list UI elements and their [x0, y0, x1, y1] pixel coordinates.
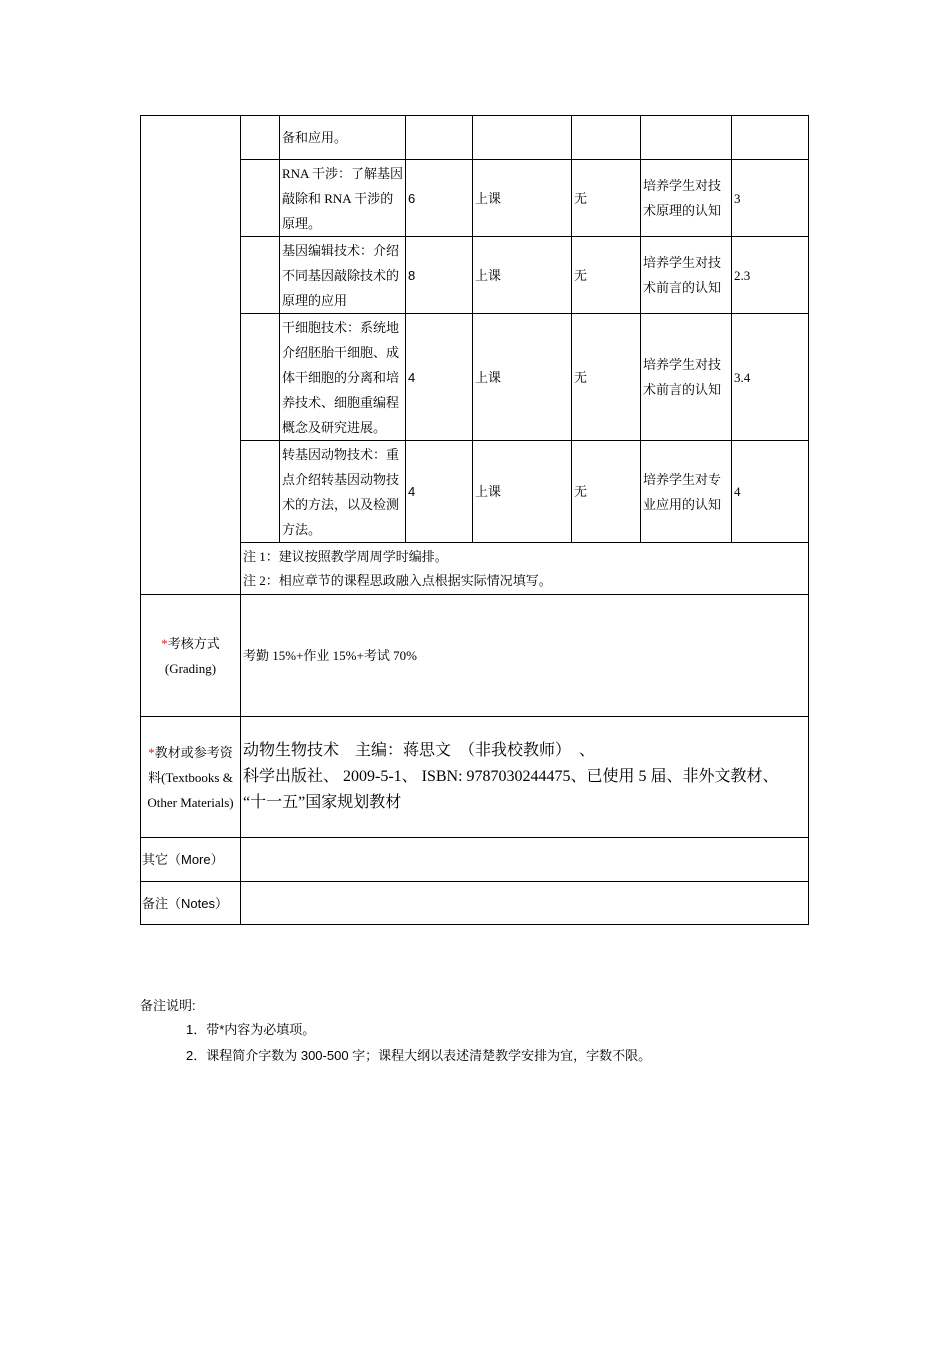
hours-cell: 4	[406, 441, 473, 543]
ideology-cell: 培养学生对技术原理的认知	[641, 160, 732, 237]
more-value-cell	[241, 838, 809, 882]
footer-notes-heading: 备注说明:	[140, 998, 196, 1013]
objective-cell: 4	[732, 441, 809, 543]
notes-value-cell	[241, 882, 809, 925]
grading-value-cell	[241, 595, 809, 717]
topic-cell: 干细胞技术：系统地介绍胚胎干细胞、成体干细胞的分离和培养技术、细胞重编程概念及研究进展。	[280, 314, 406, 441]
textbook-line-3: “十一五”国家规划教材	[243, 794, 402, 811]
objective-cell: 2.3	[732, 237, 809, 314]
table-row	[141, 441, 809, 543]
practice-cell: 无	[572, 314, 641, 441]
table-row	[141, 116, 809, 160]
objective-cell: 3.4	[732, 314, 809, 441]
hours-cell: 4	[406, 314, 473, 441]
grading-label: 考核方式	[167, 635, 220, 651]
topic-cell: 转基因动物技术：重点介绍转基因动物技术的方法，以及检测方法。	[280, 441, 406, 543]
table-row	[141, 160, 809, 237]
textbooks-value-cell	[241, 717, 809, 838]
blank-cell	[241, 237, 280, 314]
table-notes-row	[141, 543, 809, 595]
notes-label: 备注（Notes）	[142, 895, 228, 911]
ideology-cell: 培养学生对技术前言的认知	[641, 237, 732, 314]
practice-cell	[572, 116, 641, 160]
grading-value: 考勤 15%+作业 15%+考试 70%	[243, 648, 417, 663]
notes-row	[141, 882, 809, 925]
required-star: *	[161, 635, 168, 651]
footer-notes	[140, 995, 651, 1069]
table-row	[141, 314, 809, 441]
hours-cell: 8	[406, 237, 473, 314]
objective-cell	[732, 116, 809, 160]
course-table	[140, 115, 809, 925]
textbooks-label: 教材或参考资料	[148, 744, 233, 785]
table-notes-cell	[241, 543, 809, 595]
method-cell: 上课	[473, 237, 572, 314]
grading-label-cell	[141, 595, 241, 717]
topic-cell: RNA 干涉：了解基因敲除和 RNA 干涉的原理。	[280, 160, 406, 237]
grading-label-en: (Grading)	[164, 660, 217, 676]
required-star: *	[148, 744, 155, 760]
blank-cell	[241, 441, 280, 543]
more-label: 其它（More）	[142, 852, 224, 867]
textbook-line-1: 动物生物技术 主编：蒋思文 （非我校教师） 、	[243, 742, 596, 759]
practice-cell: 无	[572, 441, 641, 543]
textbook-line-2: 科学出版社、 2009-5-1、 ISBN: 9787030244475、已使用 5 届、非外文教材、	[243, 768, 779, 785]
hours-cell: 6	[406, 160, 473, 237]
textbooks-row	[141, 717, 809, 838]
hours-cell	[406, 116, 473, 160]
method-cell: 上课	[473, 160, 572, 237]
method-cell: 上课	[473, 314, 572, 441]
note1-text: 建议按照教学周周学时编排。	[278, 548, 448, 564]
blank-cell	[241, 116, 280, 160]
more-label-cell	[141, 838, 241, 882]
topic-cell: 备和应用。	[280, 116, 406, 160]
more-row	[141, 838, 809, 882]
ideology-cell: 培养学生对专业应用的认知	[641, 441, 732, 543]
grading-row	[141, 595, 809, 717]
note2-text: 相应章节的课程思政融入点根据实际情况填写。	[278, 572, 552, 588]
textbooks-label-en: (Textbooks & Other Materials)	[147, 769, 234, 810]
textbooks-label-cell	[141, 717, 241, 838]
ideology-cell: 培养学生对技术前言的认知	[641, 314, 732, 441]
footer-note-item: 1．带*内容为必填项。	[186, 1022, 316, 1037]
objective-cell: 3	[732, 160, 809, 237]
footer-note-item: 2．课程简介字数为 300-500 字；课程大纲以表述清楚教学安排为宜，字数不限。	[186, 1048, 652, 1063]
method-cell: 上课	[473, 441, 572, 543]
practice-cell: 无	[572, 237, 641, 314]
notes-label-cell	[141, 882, 241, 925]
blank-cell	[241, 160, 280, 237]
practice-cell: 无	[572, 160, 641, 237]
note1-prefix: 注 1：	[243, 548, 279, 564]
left-merged-cell	[141, 116, 241, 595]
ideology-cell	[641, 116, 732, 160]
method-cell	[473, 116, 572, 160]
note2-prefix: 注 2：	[243, 572, 279, 588]
blank-cell	[241, 314, 280, 441]
table-row	[141, 237, 809, 314]
topic-cell: 基因编辑技术：介绍不同基因敲除技术的原理的应用	[280, 237, 406, 314]
